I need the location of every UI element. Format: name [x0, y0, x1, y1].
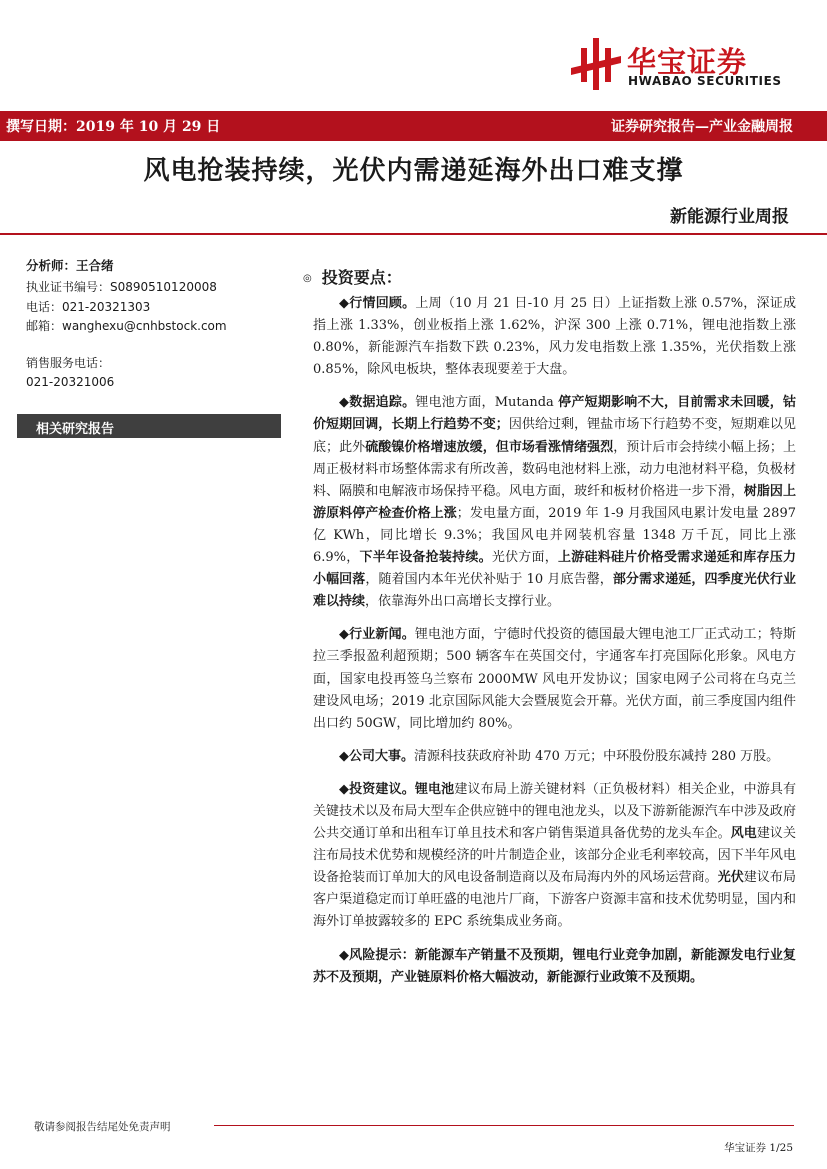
text-segment: 光伏方面，: [491, 550, 559, 566]
text-segment: 锂电池方面，Mutanda: [415, 395, 559, 411]
paragraph-industry-news: [313, 624, 796, 734]
bold-segment: 风电: [730, 826, 757, 842]
page-subtitle: 新能源行业周报: [670, 207, 789, 227]
bold-segment: 树脂因上游原料停产检查价格上涨: [313, 483, 796, 521]
text-segment: 建议布局客户渠道稳定而订单旺盛的电池片厂商，下游客户资源丰富和技术优势明显，国内和海外订单披露较多的 EPC 系统集成业务商。: [313, 870, 796, 930]
bold-segment: 硫酸镍价格增速放缓，但市场看涨情绪强烈: [365, 439, 614, 455]
paragraph-investment-advice: [313, 779, 796, 934]
paragraph-data-tracking: [313, 392, 796, 613]
hwabao-logo-icon: [571, 38, 621, 90]
footer-page-number: 华宝证券 1/25: [724, 1142, 793, 1154]
logo-text-en: HWABAO SECURITIES: [628, 74, 782, 88]
key-points-heading: 投资要点：: [321, 268, 402, 287]
lead-market-review: ◆行情回顾。: [339, 296, 416, 311]
lead-investment-advice: ◆投资建议。: [339, 781, 415, 797]
paragraph-risk-warning: [313, 945, 796, 989]
text-segment: ；发电量方面，2019 年 1-9 月我国风电累计发电量 2897 亿 KWh，同比增长 9.3%；我国风电并网装机容量 1348 万千瓦，同比上涨 6.9%，: [313, 505, 796, 566]
bold-segment: 新能源车产销量不及预期，锂电行业竞争加剧，新能源发电行业复苏不及预期，产业链原料价格大幅波动，新能源行业政策不及预期。: [313, 947, 796, 985]
logo-text-cn: 华宝证券: [627, 45, 748, 79]
analyst-email: 邮箱：wanghexu@cnhbstock.com: [26, 319, 227, 333]
analyst-phone: 电话：021-20321303: [26, 299, 151, 314]
lead-company-events: ◆公司大事。: [339, 748, 414, 764]
footer-divider: [214, 1125, 794, 1126]
bold-segment: 停产短期影响不大，目前需求未回暖，钴价短期回调，长期上行趋势不变；: [313, 395, 796, 433]
page-title: 风电抢装持续，光伏内需递延海外出口难支撑: [143, 156, 684, 186]
lead-risk-warning: ◆风险提示：: [339, 947, 415, 963]
lead-data-tracking: ◆数据追踪。: [339, 395, 416, 411]
bold-segment: 部分需求递延，四季度光伏行业难以持续: [313, 572, 796, 610]
text-segment: 因供给过剩，锂盐市场下行趋势不变，短期难以见底；此外: [313, 417, 796, 455]
key-points-body: [313, 293, 796, 1000]
text-segment: 建议关注布局技术优势和规模经济的叶片制造企业，该部分企业毛利率较高，因下半年风电设备抢装而订单加大的风电设备制造商以及布局海内外的风场运营商。: [313, 826, 796, 886]
analyst-cert: 执业证书编号：S0890510120008: [26, 280, 217, 294]
bold-segment: 光伏: [717, 870, 744, 886]
analyst-info: [26, 256, 276, 393]
text-market-review: 上周（10 月 21 日-10 月 25 日）上证指数上涨 0.57%，深证成指上涨 1.33%，创业板指上涨 1.62%，沪深 300 上涨 0.71%，锂电池指数上涨 0.80%，新能源汽车指数下跌 0.23%，风力发电指数上涨 1.35%，光伏指数上涨 0.85%，除风电板块，整体表现要差于大盘。: [313, 296, 797, 378]
lead-industry-news: ◆行业新闻。: [339, 627, 415, 643]
sales-service: [26, 354, 276, 393]
bold-segment: 锂电池: [414, 781, 455, 797]
analyst-name: 分析师：王合绪: [26, 258, 114, 273]
text-segment: 建议布局上游关键材料（正负极材料）相关企业，中游具有关键技术以及布局大型车企供应链中的锂电池龙头，以及下游新能源汽车中涉及政府公共交通订单和出租车订单且技术和客户销售渠道具备优势的龙头车企。: [313, 781, 796, 842]
related-reports-label: 相关研究报告: [36, 422, 115, 437]
sales-label: 销售服务电话：: [26, 355, 111, 370]
text-segment: ，随着国内本年光伏补贴于 10 月底告罄，: [365, 572, 613, 588]
sales-phone: 021-20321006: [26, 375, 115, 389]
bold-segment: 下半年设备抢装持续。: [359, 550, 492, 566]
text-company-events: 清源科技获政府补助 470 万元；中环股份股东减持 280 万股。: [414, 748, 780, 764]
bold-segment: 上游硅料硅片价格受需求递延和库存压力小幅回落: [313, 550, 796, 588]
key-points-title: [303, 265, 402, 288]
report-date: 撰写日期：2019 年 10 月 29 日: [6, 119, 221, 135]
key-points-mark-icon: ◎: [303, 273, 312, 284]
text-segment: ，预计后市会持续小幅上扬；上周正极材料市场整体需求有所改善，数码电池材料上涨，动力电池材料平稳，负极材料、隔膜和电解液市场保持平稳。风电方面，玻纤和板材价格进一步下滑，: [313, 439, 796, 499]
paragraph-market-review: [313, 293, 796, 381]
title-divider: [0, 233, 827, 235]
text-segment: ，依靠海外出口高增长支撑行业。: [365, 594, 561, 610]
text-industry-news: 锂电池方面，宁德时代投资的德国最大锂电池工厂正式动工；特斯拉三季报盈利超预期；500 辆客车在英国交付，宇通客车打亮国际化形象。风电方面，国家电投再签乌兰察布 2000MW 风电开发协议；国家电网子公司将在乌克兰建设风电场；2019 北京国际风能大会暨展览会开幕。光伏方面，前三季度国内组件出口约 50GW，同比增加约 80%。: [313, 627, 796, 731]
footer-disclaimer: 敬请参阅报告结尾处免责声明: [34, 1121, 171, 1133]
report-type: 证券研究报告—产业金融周报: [611, 119, 793, 135]
paragraph-company-events: [313, 746, 796, 768]
